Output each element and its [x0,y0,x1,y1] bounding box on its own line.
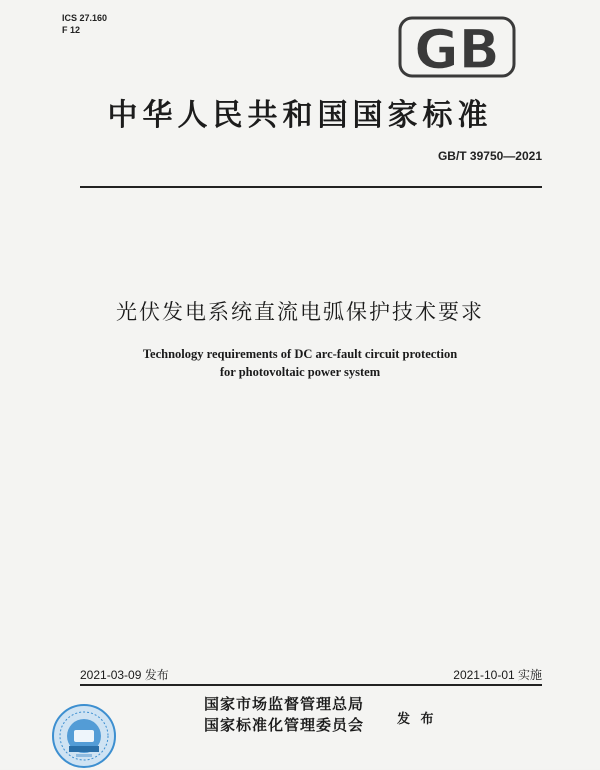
bottom-divider [80,684,542,686]
standard-type-heading: 中华人民共和国国家标准 [107,98,493,133]
ccs-code: F 12 [62,25,81,35]
top-divider [80,186,542,188]
issuing-authorities [204,694,364,736]
issuer-sac: 国家标准化管理委员会 [204,716,365,734]
title-english-line-2: for photovoltaic power system [219,365,381,379]
issuer-samr: 国家市场监督管理总局 [204,695,365,713]
title-chinese: 光伏发电系统直流电弧保护技术要求 [116,300,484,324]
classification-codes [62,12,107,36]
title-english-line-1: Technology requirements of DC arc-fault circuit protection [142,347,458,361]
standard-number: GB/T 39750—2021 [437,149,542,163]
publish-label: 发 布 [397,712,437,727]
issue-date: 2021-03-09 发布 [80,668,169,682]
title-english [0,345,600,381]
gb-logo-text: GB [414,18,500,80]
issuer-seal-icon [50,702,118,770]
gb-logo-icon [398,14,516,80]
ics-code: ICS 27.160 [62,13,108,23]
implementation-date: 2021-10-01 实施 [453,668,542,682]
